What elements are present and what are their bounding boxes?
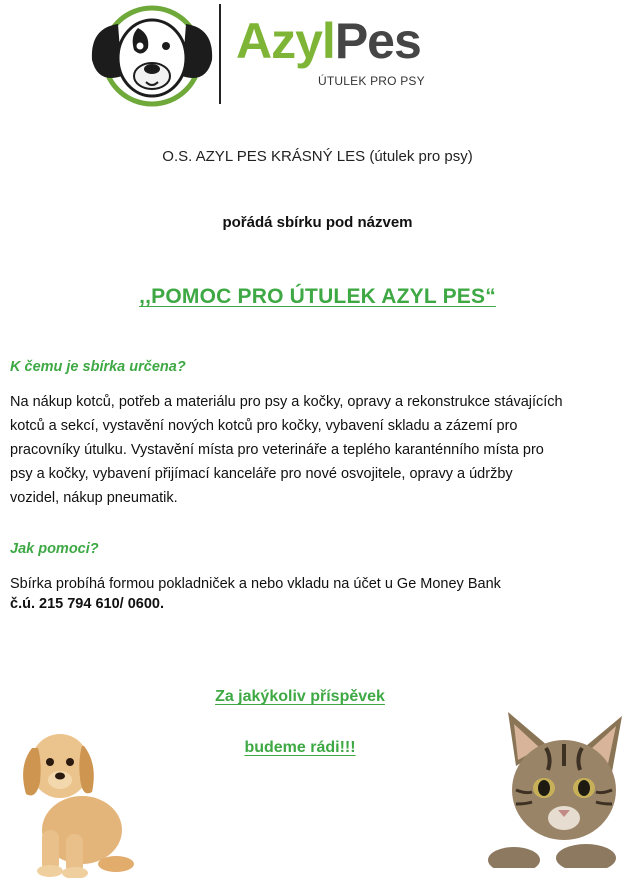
thanks-line-1: Za jakýkoliv příspěvek: [215, 688, 385, 705]
bank-account-number: č.ú. 215 794 610/ 0600.: [10, 596, 164, 612]
purpose-line: pracovníky útulku. Vystavění místa pro veterináře a teplého karanténního místa pro: [10, 442, 544, 458]
logo-divider: [219, 4, 221, 104]
puppy-photo: [12, 718, 142, 878]
purpose-line: kotců a sekcí, vystavění nových kotců pro kočky, vybavení skladu a zázemí pro: [10, 418, 518, 434]
azylpes-logo: [88, 2, 448, 110]
logo-word-azyl: Azyl: [236, 13, 335, 69]
organization-name: O.S. AZYL PES KRÁSNÝ LES (útulek pro psy): [162, 148, 473, 165]
help-heading: Jak pomoci?: [10, 541, 99, 557]
logo-word-pes: Pes: [334, 13, 421, 69]
campaign-title: ,,POMOC PRO ÚTULEK AZYL PES“: [139, 285, 496, 308]
purpose-line: vozidel, nákup pneumatik.: [10, 490, 178, 506]
logo-subtitle: ÚTULEK PRO PSY: [318, 74, 425, 88]
thanks-line-2: budeme rádi!!!: [244, 739, 356, 756]
purpose-heading: K čemu je sbírka určena?: [10, 359, 186, 375]
purpose-line: Na nákup kotců, potřeb a materiálu pro psy a kočky, opravy a rekonstrukce stávajících: [10, 394, 563, 410]
purpose-paragraph: [10, 390, 630, 510]
purpose-line: psy a kočky, vybavení přijímací kanceláře pro nové osvojitele, opravy a údržby: [10, 466, 513, 482]
logo-wordmark: [236, 13, 421, 69]
help-text: Sbírka probíhá formou pokladniček a nebo vkladu na účet u Ge Money Bank: [10, 576, 501, 592]
dog-face-icon: [88, 2, 216, 110]
cat-photo: [486, 708, 631, 878]
intro-text: pořádá sbírku pod názvem: [222, 214, 413, 231]
